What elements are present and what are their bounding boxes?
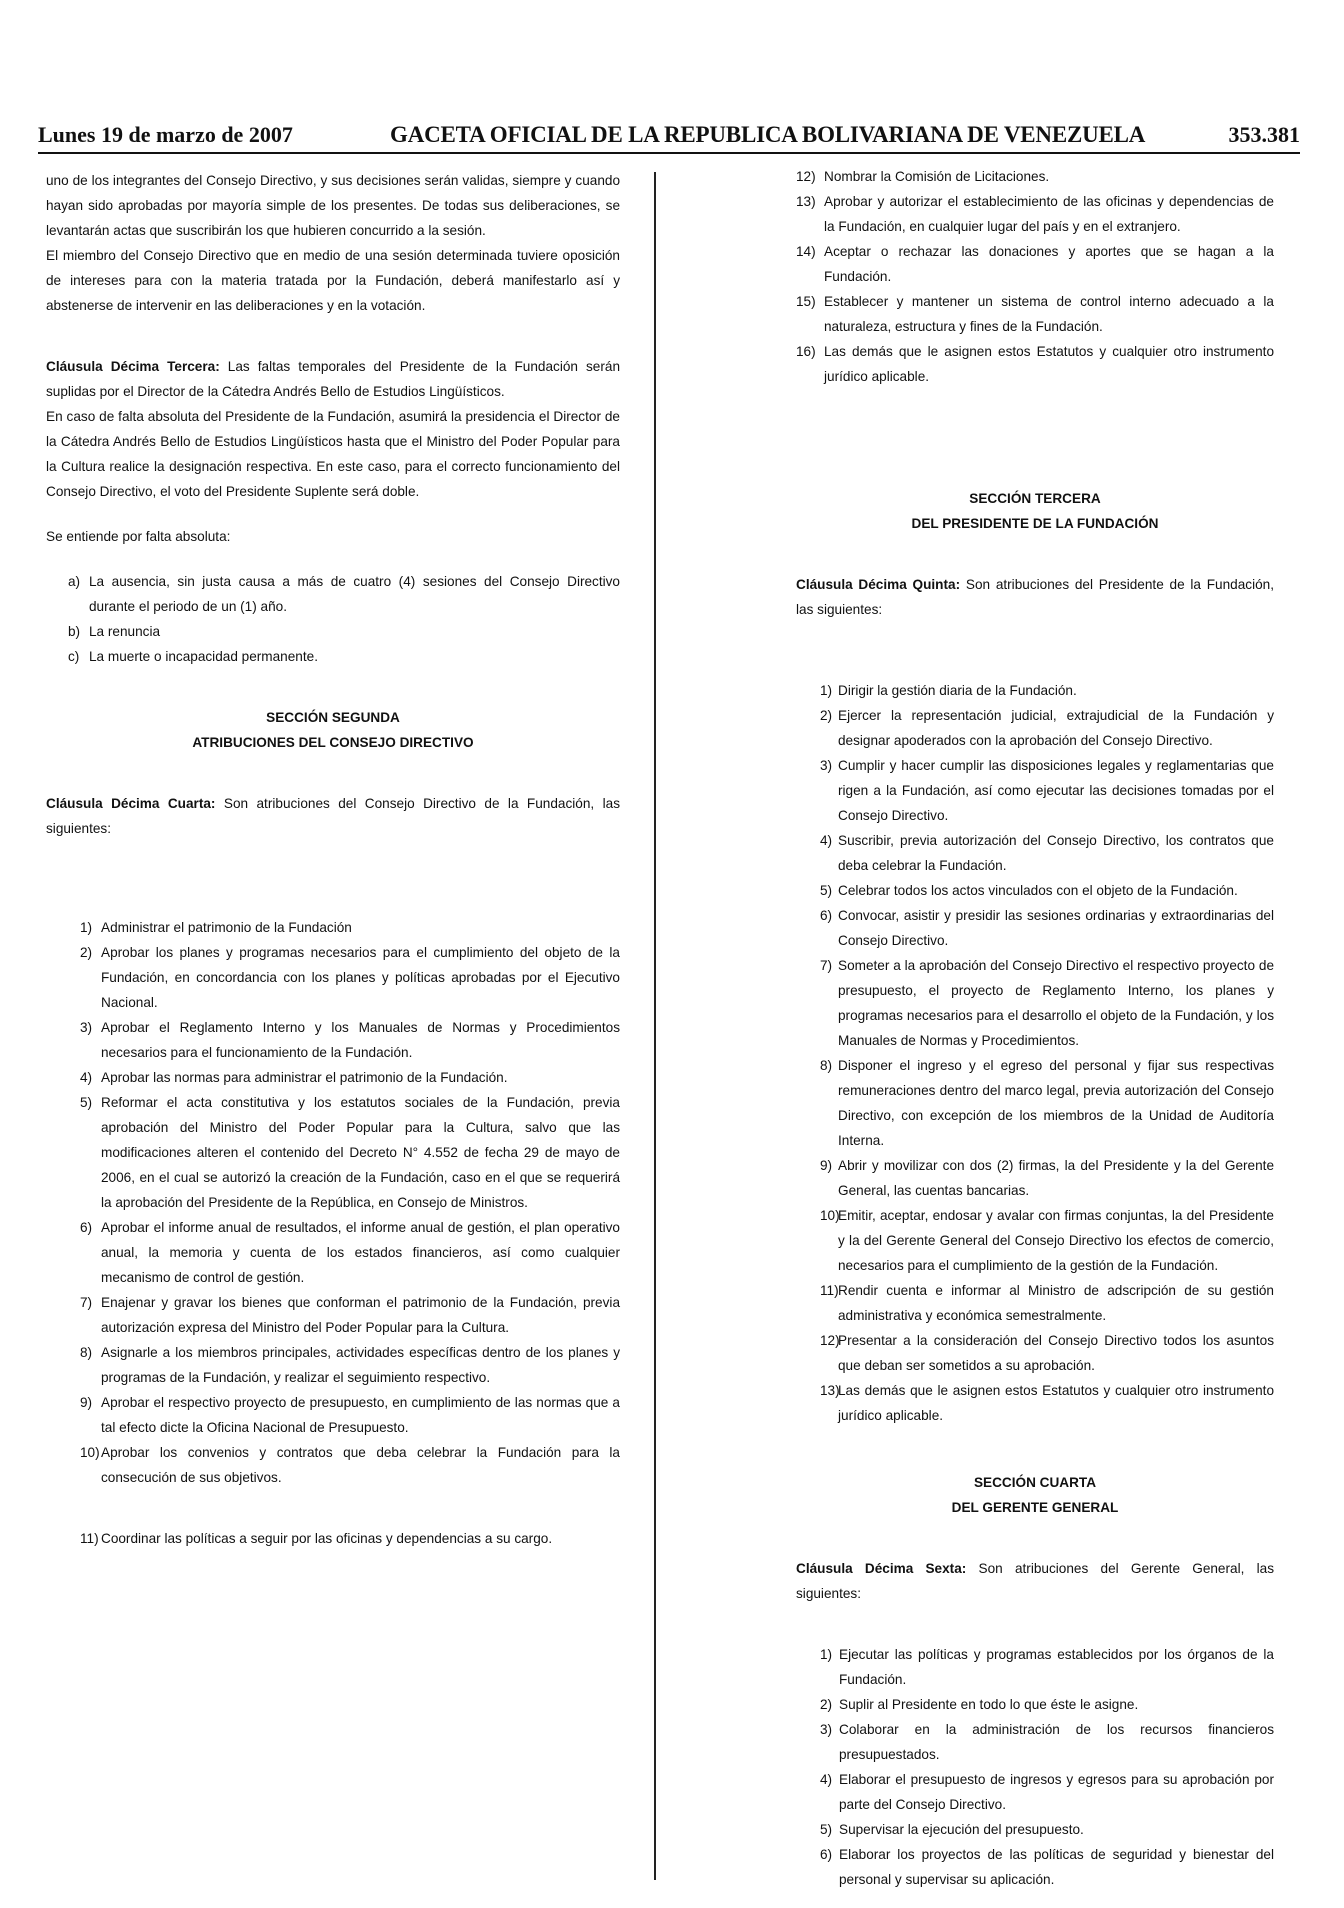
list-item [796, 903, 1274, 953]
header-title: GACETA OFICIAL DE LA REPUBLICA BOLIVARIANA DE VENEZUELA [390, 122, 1146, 147]
list-item [796, 753, 1274, 828]
list-item [46, 644, 620, 669]
list-marker: 10) [820, 1208, 840, 1223]
right-column-sec3 [796, 486, 1274, 622]
section-title: SECCIÓN TERCERA [969, 491, 1101, 506]
list-text: La ausencia, sin justa causa a más de cuatro (4) sesiones del Consejo Directivo durante el periodo de un (1) año. [89, 574, 620, 614]
paragraph: En caso de falta absoluta del Presidente de la Fundación, asumirá la presidencia el Director de la Cátedra Andrés Bello de Estudios Lingüísticos hasta que el Ministro del Poder Popular para la Cultura realice la designación respectiva. En este caso, para el correcto funcionamiento del Consejo Directivo, el voto del Presidente Suplente será doble. [46, 409, 620, 499]
list-text: Aprobar los planes y programas necesarios para el cumplimiento del objeto de la Fundación, en concordancia con los planes y políticas aprobadas por el Ejecutivo Nacional. [101, 945, 620, 1010]
list-marker: 2) [820, 708, 833, 723]
list-marker: 4) [820, 833, 833, 848]
list-item [796, 1378, 1274, 1428]
list-marker: 5) [820, 883, 833, 898]
list-text: Establecer y mantener un sistema de control interno adecuado a la naturaleza, estructura y fines de la Fundación. [824, 294, 1274, 334]
list-marker: 2) [820, 1697, 833, 1712]
list-text: Dirigir la gestión diaria de la Fundación. [838, 683, 1077, 698]
list-marker: 12) [796, 169, 816, 184]
list-item [46, 1440, 620, 1490]
list-item [46, 619, 620, 644]
list-text: Colaborar en la administración de los recursos financieros presupuestados. [839, 1722, 1274, 1762]
list-marker: 5) [820, 1822, 833, 1837]
list-item [796, 1692, 1274, 1717]
list-marker: 13) [820, 1383, 840, 1398]
clause-text: Son atribuciones del Presidente de la Fundación, las siguientes: [796, 577, 1274, 617]
right-column [796, 164, 1274, 389]
clause-paragraph [796, 572, 1274, 622]
list-text: Nombrar la Comisión de Licitaciones. [824, 169, 1050, 184]
falta-list [46, 569, 620, 669]
clause-paragraph [46, 791, 620, 841]
paragraph: El miembro del Consejo Directivo que en medio de una sesión determinada tuviere oposición de intereses para con la materia tratada por la Fundación, deberá manifestarlo así y abstenerse de intervenir en las deliberaciones y en la votación. [46, 248, 620, 313]
list-text: Suplir al Presidente en todo lo que éste le asigne. [839, 1697, 1139, 1712]
list-text: Emitir, aceptar, endosar y avalar con firmas conjuntas, la del Presidente y la del Gerente General del Consejo Directivo los efectos de comercio, necesarios para el cumplimiento de la gestión de la Fundación. [838, 1208, 1274, 1273]
list-item [796, 953, 1274, 1053]
list-item [796, 1817, 1274, 1842]
clause-label: Cláusula Décima Quinta: [796, 577, 961, 592]
list-item [796, 289, 1274, 339]
list-marker: 7) [820, 958, 833, 973]
clause-label: Cláusula Décima Cuarta: [46, 796, 216, 811]
list-text: La muerte o incapacidad permanente. [89, 649, 318, 664]
list-text: Aceptar o rechazar las donaciones y aportes que se hagan a la Fundación. [824, 244, 1274, 284]
list-item [796, 1717, 1274, 1767]
list-item [796, 1153, 1274, 1203]
list-text: Someter a la aprobación del Consejo Directivo el respectivo proyecto de presupuesto, el proyecto de Reglamento Interno, los planes y programas necesarios para el desarrollo el objeto de la Fundación, y los Manuales de Normas y Procedimientos. [838, 958, 1274, 1048]
clause-text: Las faltas temporales del Presidente de la Fundación serán suplidas por el Director de la Cátedra Andrés Bello de Estudios Lingüísticos. [46, 359, 621, 399]
list-text: Reformar el acta constitutiva y los estatutos sociales de la Fundación, previa aprobación del Ministro del Poder Popular para la Cultura, salvo que las modificaciones alteren el contenido del Decreto N° 4.552 de fecha 29 de mayo de 2006, en el cual se autorizó la creación de la Fundación, caso en el que se requerirá la aprobación del Presidente de la República, en Consejo de Ministros. [101, 1095, 620, 1210]
list-marker: 1) [820, 683, 833, 698]
list-item [796, 239, 1274, 289]
column-divider [654, 172, 656, 1880]
list-item [46, 915, 620, 940]
list-marker: 4) [820, 1772, 833, 1787]
list-item [796, 339, 1274, 389]
section-subtitle: DEL PRESIDENTE DE LA FUNDACIÓN [911, 516, 1159, 531]
left-column [46, 168, 620, 1551]
list-text: Disponer el ingreso y el egreso del personal y fijar sus respectivas remuneraciones dentro del marco legal, previa autorización del Consejo Directivo, con excepción de los miembros de la Unidad de Auditoría Interna. [838, 1058, 1274, 1148]
list-marker: 2) [80, 945, 93, 960]
list-text: La renuncia [89, 624, 161, 639]
list-marker: c) [68, 649, 80, 664]
list-text: Asignarle a los miembros principales, actividades específicas dentro de los planes y programas de la Fundación, y realizar el seguimiento respectivo. [101, 1345, 620, 1385]
paragraph: Se entiende por falta absoluta: [46, 529, 231, 544]
header-page-number: 353.381 [1228, 122, 1300, 147]
list-item [46, 1390, 620, 1440]
list-marker: 8) [820, 1058, 833, 1073]
list-item [46, 1015, 620, 1065]
list-item [46, 1090, 620, 1215]
list-text: Ejecutar las políticas y programas establecidos por los órganos de la Fundación. [839, 1647, 1274, 1687]
list-marker: b) [68, 624, 81, 639]
list-marker: 10) [80, 1445, 100, 1460]
section-title: SECCIÓN CUARTA [973, 1475, 1097, 1490]
list-marker: 8) [80, 1345, 93, 1360]
header-date: Lunes 19 de marzo de 2007 [38, 122, 293, 147]
list-marker: 7) [80, 1295, 93, 1310]
list-marker: 1) [820, 1647, 833, 1662]
list-text: Administrar el patrimonio de la Fundación [101, 920, 352, 935]
list-marker: 11) [820, 1283, 839, 1298]
list-text: Presentar a la consideración del Consejo Directivo todos los asuntos que deban ser sometidos a su aprobación. [838, 1333, 1274, 1373]
list-item [796, 1203, 1274, 1278]
list-item [796, 828, 1274, 878]
section-subtitle: ATRIBUCIONES DEL CONSEJO DIRECTIVO [192, 735, 474, 750]
list-item [796, 1053, 1274, 1153]
list-marker: 5) [80, 1095, 93, 1110]
list-item [796, 189, 1274, 239]
consejo-attributions-list [46, 915, 620, 1490]
list-item [796, 678, 1274, 703]
list-text: Supervisar la ejecución del presupuesto. [839, 1822, 1084, 1837]
list-marker: 1) [80, 920, 93, 935]
list-item [796, 1767, 1274, 1817]
list-item [46, 1290, 620, 1340]
list-text: Celebrar todos los actos vinculados con el objeto de la Fundación. [838, 883, 1238, 898]
list-text: Aprobar el informe anual de resultados, el informe anual de gestión, el plan operativo anual, la memoria y cuenta de los estados financieros, así como cualquier mecanismo de control de gestión. [101, 1220, 620, 1285]
right-column-c15-list [796, 678, 1274, 1428]
list-text: Suscribir, previa autorización del Consejo Directivo, los contratos que deba celebrar la Fundación. [838, 833, 1274, 873]
list-text: Coordinar las políticas a seguir por las oficinas y dependencias a su cargo. [101, 1531, 553, 1546]
gerente-attributions-list [796, 1642, 1274, 1892]
list-marker: a) [68, 574, 81, 589]
list-item [46, 1065, 620, 1090]
list-item [796, 1278, 1274, 1328]
list-marker: 9) [80, 1395, 93, 1410]
list-marker: 13) [796, 194, 816, 209]
clause-label: Cláusula Décima Tercera: [46, 359, 220, 374]
consejo-attributions-list-cont [46, 1526, 620, 1551]
list-item [46, 1526, 620, 1551]
consejo-attributions-list-right [796, 164, 1274, 389]
list-text: Las demás que le asignen estos Estatutos y cualquier otro instrumento jurídico aplicable. [824, 344, 1274, 384]
list-item [796, 1328, 1274, 1378]
list-marker: 6) [820, 1847, 833, 1862]
list-text: Cumplir y hacer cumplir las disposiciones legales y reglamentarias que rigen a la Fundación, así como ejecutar las decisiones tomadas por el Consejo Directivo. [838, 758, 1274, 823]
list-text: Aprobar y autorizar el establecimiento de las oficinas y dependencias de la Fundación, en cualquier lugar del país y en el extranjero. [824, 194, 1274, 234]
list-text: Aprobar los convenios y contratos que deba celebrar la Fundación para la consecución de sus objetivos. [101, 1445, 620, 1485]
list-text: Rendir cuenta e informar al Ministro de adscripción de su gestión administrativa y económica semestralmente. [838, 1283, 1274, 1323]
clause-text: Son atribuciones del Consejo Directivo de la Fundación, las siguientes: [46, 796, 620, 836]
clause-label: Cláusula Décima Sexta: [796, 1561, 967, 1576]
list-marker: 9) [820, 1158, 833, 1173]
list-item [46, 569, 620, 619]
presidente-attributions-list [796, 678, 1274, 1428]
list-text: Elaborar el presupuesto de ingresos y egresos para su aprobación por parte del Consejo Directivo. [839, 1772, 1274, 1812]
list-marker: 16) [796, 344, 816, 359]
list-marker: 6) [820, 908, 833, 923]
list-text: Aprobar el respectivo proyecto de presupuesto, en cumplimiento de las normas que a tal efecto dicte la Oficina Nacional de Presupuesto. [101, 1395, 620, 1435]
list-text: Elaborar los proyectos de las políticas de seguridad y bienestar del personal y supervisar su aplicación. [839, 1847, 1274, 1887]
list-text: Enajenar y gravar los bienes que conforman el patrimonio de la Fundación, previa autorización expresa del Ministro del Poder Popular para la Cultura. [101, 1295, 620, 1335]
list-marker: 4) [80, 1070, 93, 1085]
list-marker: 3) [80, 1020, 93, 1035]
list-text: Abrir y movilizar con dos (2) firmas, la del Presidente y la del Gerente General, las cuentas bancarias. [838, 1158, 1274, 1198]
list-marker: 6) [80, 1220, 93, 1235]
list-item [46, 1340, 620, 1390]
right-column-sec4 [796, 1470, 1274, 1892]
list-marker: 14) [796, 244, 816, 259]
list-marker: 3) [820, 758, 833, 773]
clause-text: Son atribuciones del Gerente General, las siguientes: [796, 1561, 1274, 1601]
list-item [796, 1642, 1274, 1692]
section-subtitle: DEL GERENTE GENERAL [951, 1500, 1119, 1515]
clause-paragraph [46, 354, 620, 404]
list-text: Aprobar el Reglamento Interno y los Manuales de Normas y Procedimientos necesarios para el funcionamiento de la Fundación. [101, 1020, 620, 1060]
list-item [46, 940, 620, 1015]
list-item [46, 1215, 620, 1290]
list-text: Aprobar las normas para administrar el patrimonio de la Fundación. [101, 1070, 508, 1085]
list-text: Ejercer la representación judicial, extrajudicial de la Fundación y designar apoderados con la aprobación del Consejo Directivo. [838, 708, 1274, 748]
list-marker: 3) [820, 1722, 833, 1737]
list-item [796, 703, 1274, 753]
paragraph: uno de los integrantes del Consejo Directivo, y sus decisiones serán validas, siempre y cuando hayan sido aprobadas por mayoría simple de los presentes. De todas sus deliberaciones, se levantarán actas que suscribirán los que hubieren concurrido a la sesión. [46, 173, 620, 238]
list-marker: 15) [796, 294, 816, 309]
list-marker: 11) [80, 1531, 99, 1546]
list-marker: 12) [820, 1333, 840, 1348]
list-text: Las demás que le asignen estos Estatutos y cualquier otro instrumento jurídico aplicable. [838, 1383, 1274, 1423]
list-text: Convocar, asistir y presidir las sesiones ordinarias y extraordinarias del Consejo Directivo. [838, 908, 1274, 948]
page-header [38, 122, 1300, 154]
list-item [796, 1842, 1274, 1892]
section-title: SECCIÓN SEGUNDA [266, 710, 400, 725]
list-item [796, 164, 1274, 189]
clause-paragraph [796, 1556, 1274, 1606]
list-item [796, 878, 1274, 903]
